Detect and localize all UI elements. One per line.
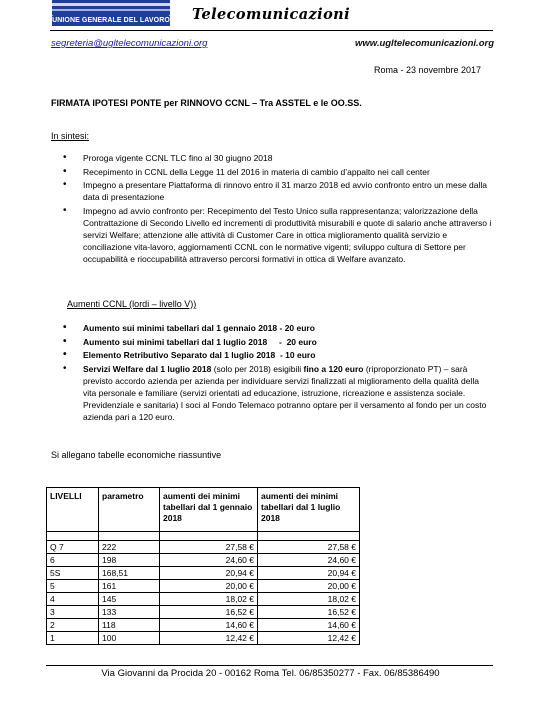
cell-luglio: 24,60 € [258, 554, 360, 567]
cell-livello: 4 [47, 593, 99, 606]
cell-luglio: 20,00 € [258, 580, 360, 593]
welfare-text-rest: (riproporzionato PT) – sarà previsto accordo azienda per azienda per individuare servizi finalizzati al miglioramento della qualità della vita personale e familiare (servizi orientati ad educazione, istruzione, ricreazione e assistenza sociale. Previdenziale e sanitaria) I soci al Fondo Telemaco potranno optare per il versamento al fondo per un costo azienda pari a 120 euro. [83, 363, 487, 422]
allegano-text: Si allegano tabelle economiche riassuntive [51, 450, 222, 460]
footer-address: Via Giovanni da Procida 20 - 00162 Roma Tel. 06/85350277 - Fax. 06/85386490 [101, 668, 440, 679]
table-row [47, 606, 360, 619]
cell-luglio: 14,60 € [258, 619, 360, 632]
email-link[interactable]: segreteria@ugltelecomunicazioni.org [51, 38, 208, 49]
header-divider [50, 30, 493, 31]
cell-livello: 1 [47, 632, 99, 645]
table-body [47, 541, 360, 645]
document-date: Roma - 23 novembre 2017 [374, 65, 482, 75]
table-row [47, 593, 360, 606]
website-text: www.ugltelecomunicazioni.org [355, 38, 494, 49]
table-row [47, 541, 360, 554]
cell-parametro: 168,51 [99, 567, 160, 580]
cell-gennaio: 20,94 € [160, 567, 258, 580]
cell-gennaio: 16,52 € [160, 606, 258, 619]
list-item: • Proroga vigente CCNL TLC fino al 30 giugno 2018 [63, 152, 493, 164]
sintesi-list [63, 152, 493, 266]
cell-gennaio: 14,60 € [160, 619, 258, 632]
list-item: • Recepimento in CCNL della Legge 11 del 2016 in materia di cambio d’appalto nei call center [63, 166, 493, 178]
cell-parametro: 222 [99, 541, 160, 554]
list-item [63, 363, 493, 423]
list-item: • Aumento sui minimi tabellari dal 1 gennaio 2018 - 20 euro [63, 322, 493, 334]
header-luglio: aumenti dei minimi tabellari dal 1 luglio 2018 [258, 488, 360, 532]
list-item: • Impegno ad avvio confronto per: Recepimento del Testo Unico sulla rappresentanza; valorizzazione della Contrattazione di Secondo Livello ed incrementi di produttività misurabili e quote di salario anche attraverso i servizi Welfare; attenzione alle attività di Customer Care in ottica miglioramento qualità servizio e conciliazione vita-lavoro, aggiornamenti CCNL con le normative vigenti; sviluppo cultura di Settore per occupabilità e rioccupabilità attraverso percorsi formativi in ottica di Welfare avanzato. [63, 205, 493, 265]
cell-livello: Q 7 [47, 541, 99, 554]
cell-luglio: 20,94 € [258, 567, 360, 580]
table-header-row [47, 488, 360, 532]
document-title: FIRMATA IPOTESI PONTE per RINNOVO CCNL – Tra ASSTEL e le OO.SS. [51, 98, 362, 108]
table-row [47, 619, 360, 632]
header-parametro: parametro [99, 488, 160, 532]
list-item: • Impegno a presentare Piattaforma di rinnovo entro il 31 marzo 2018 ed avvio confronto entro un mese dalla data di presentazione [63, 179, 493, 203]
cell-luglio: 12,42 € [258, 632, 360, 645]
header-gennaio: aumenti dei minimi tabellari dal 1 gennaio 2018 [160, 488, 258, 532]
welfare-bold: Servizi Welfare dal 1 luglio 2018 [83, 363, 212, 374]
cell-luglio: 18,02 € [258, 593, 360, 606]
brand-title: Telecomunicazioni [192, 6, 351, 23]
cell-livello: 5S [47, 567, 99, 580]
cell-parametro: 118 [99, 619, 160, 632]
header-livelli: LIVELLI [47, 488, 99, 532]
logo-graphic [52, 0, 170, 16]
list-item: • Aumento sui minimi tabellari dal 1 luglio 2018 - 20 euro [63, 336, 493, 348]
welfare-amount: fino a 120 euro [303, 363, 364, 374]
cell-parametro: 145 [99, 593, 160, 606]
cell-gennaio: 24,60 € [160, 554, 258, 567]
list-item: • Elemento Retributivo Separato dal 1 luglio 2018 - 10 euro [63, 349, 493, 361]
cell-parametro: 133 [99, 606, 160, 619]
cell-parametro: 198 [99, 554, 160, 567]
cell-luglio: 16,52 € [258, 606, 360, 619]
aumenti-heading: Aumenti CCNL (lordi – livello V)) [67, 299, 197, 309]
cell-livello: 6 [47, 554, 99, 567]
table-row [47, 554, 360, 567]
cell-luglio: 27,58 € [258, 541, 360, 554]
cell-livello: 3 [47, 606, 99, 619]
salary-table [46, 487, 360, 645]
ugl-logo [52, 0, 170, 30]
cell-livello: 2 [47, 619, 99, 632]
cell-livello: 5 [47, 580, 99, 593]
cell-gennaio: 12,42 € [160, 632, 258, 645]
table-row [47, 632, 360, 645]
table-row [47, 567, 360, 580]
table-spacer-row [47, 532, 360, 541]
cell-gennaio: 27,58 € [160, 541, 258, 554]
sintesi-heading: In sintesi: [51, 131, 90, 141]
cell-gennaio: 18,02 € [160, 593, 258, 606]
cell-parametro: 161 [99, 580, 160, 593]
footer-divider [46, 665, 493, 666]
cell-parametro: 100 [99, 632, 160, 645]
aumenti-list [63, 322, 493, 424]
cell-gennaio: 20,00 € [160, 580, 258, 593]
welfare-text: (solo per 2018) esigibili [211, 363, 304, 374]
logo-text: UNIONE GENERALE DEL LAVORO [52, 17, 170, 24]
table-row [47, 580, 360, 593]
